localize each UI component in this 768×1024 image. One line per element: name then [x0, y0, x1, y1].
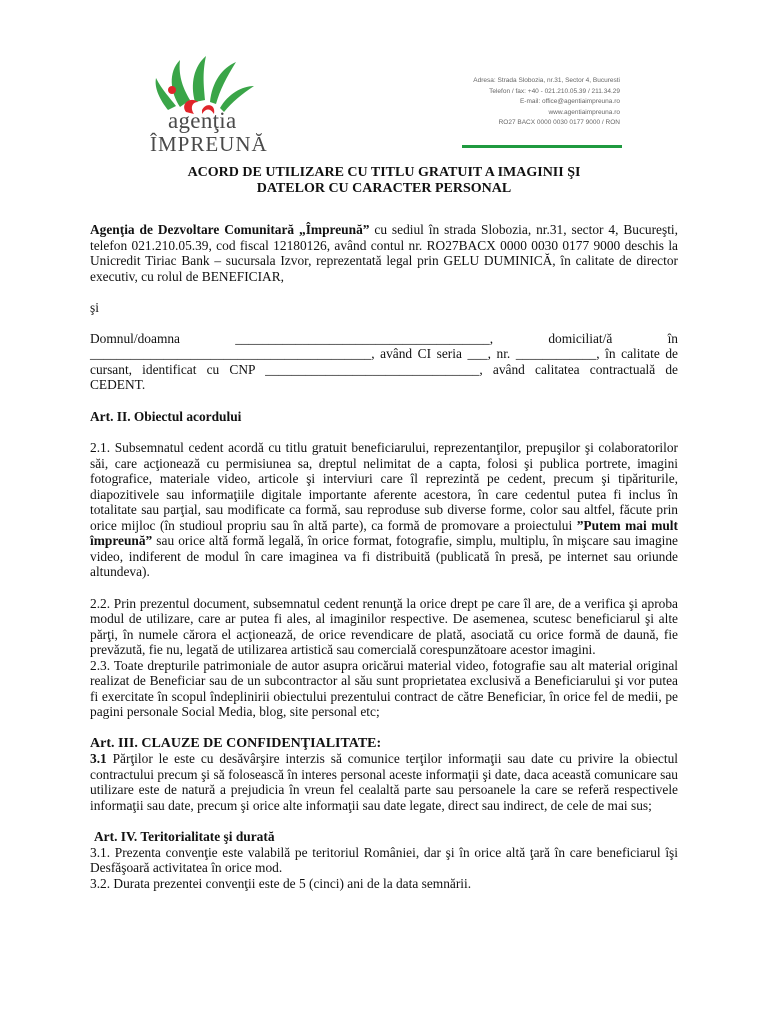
art3-number: 3.1 — [90, 751, 107, 766]
intro-paragraph — [90, 222, 678, 284]
title-line-2: DATELOR CU CARACTER PERSONAL — [256, 181, 512, 196]
header-divider — [462, 145, 622, 148]
party-domiciliat: domiciliat/ă — [548, 330, 613, 346]
contact-email: E-mail: office@agentiaimpreuna.ro — [519, 98, 620, 105]
art2-p1-text-end: sau orice altă formă legală, în orice format, fotografie, simplu, multiplu, în mişcare sau imagine video, indiferent de modul în care imaginea va fi distribuită (publicată în presă, pe internet sau oriunde altundeva). — [90, 533, 678, 579]
art3-text: Părţilor le este cu desăvârşire interzis să comunice terţilor informaţii sau date cu privire la obiectul contractului precum şi să folosească în interes personal aceste informaţii şi date, daca această comunicare sau utilizare este de natură a prejudicia în vreun fel cealaltă parte sau persoanele la care se referă respectivele informaţii sau date, precum şi orice alte informaţii sau date legate, direct sau indirect, de cele de mai sus; — [90, 751, 678, 813]
logo-text-impreuna: ÎMPREUNĂ — [150, 132, 268, 156]
beneficiary-name: Agenţia de Dezvoltare Comunitară „Împreună” — [90, 222, 370, 237]
contact-bank-account: RO27 BACX 0000 0030 0177 9000 / RON — [498, 119, 620, 126]
document-body — [90, 222, 678, 891]
art2-paragraph-3: 2.3. Toate drepturile patrimoniale de autor asupra oricărui material video, fotografie sau alt material original realizat de Beneficiar sau de un subcontractor al său sunt proprietatea exclusivă a Beneficiarului şi vor putea fi exercitate în scopul îndeplinirii obiectului prezentului contract de către Beneficiar, în orice fel de medii, pe pagini personale Social Media, blog, site personal etc; — [90, 657, 678, 719]
art4-heading: Art. IV. Teritorialitate şi durată — [94, 829, 275, 844]
art3-heading: Art. III. CLAUZE DE CONFIDENŢIALITATE: — [90, 735, 382, 751]
art3-paragraph — [90, 751, 678, 813]
logo-text-agentia: agenţia — [168, 108, 237, 133]
conjunction-si: şi — [90, 300, 99, 315]
art2-paragraph-1 — [90, 440, 678, 580]
art2-paragraph-2: 2.2. Prin prezentul document, subsemnatul cedent renunţă la orice drept pe care îl are, de a verifica şi aproba modul de utilizare, care ar putea fi ales, al imaginilor respective. De asemenea, scutesc beneficiarul şi alte părţi, în numele cărora el acţionează, de orice revendicare de plată, asociată cu orice formă de daună, fie prevăzută, fie nu, legată de utilizarea artistică sau comercială corespunzătoare acestor imagini. — [90, 595, 678, 657]
art2-p1-text: 2.1. Subsemnatul cedent acordă cu titlu gratuit beneficiarului, reprezentanţilor, prepuşilor şi colaboratorilor săi, care acţionează cu permisiunea sa, dreptul nelimitat de a capta, folosi şi publica portrete, imagini fotografice, materiale video, articole şi interviuri care îl reprezintă pe cedent, precum şi tipăriturile, diapozitivele sau informaţiile digitale importante aferente acestora, în care cedentul putea fi inclus în totalitate sau parţial, sau modificate ca formă, sau reproduse sub diverse forme, color sau altfel, făcute prin orice mijloc (în studioul propriu sau în altă parte), ca formă de promovare a proiectului — [90, 440, 678, 533]
contact-phone: Telefon / fax: +40 - 021.210.05.39 / 211.34.29 — [489, 87, 620, 95]
project-name: ”Putem mai mult împreună” — [90, 517, 678, 548]
document-title — [90, 165, 678, 197]
party-label: Domnul/doamna — [90, 330, 181, 346]
party-name-blank: ______________________________________, — [235, 330, 494, 346]
contact-address: Adresa: Strada Slobozia, nr.31, Sector 4, Bucuresti — [473, 77, 620, 84]
art4-paragraph-1: 3.1. Prezenta convenţie este valabilă pe teritoriul României, dar şi în orice altă ţară în care beneficiarul îşi Desfăşoară activitatea în orice mod. — [90, 844, 678, 875]
art2-heading: Art. II. Obiectul acordului — [90, 408, 242, 424]
contact-block — [473, 76, 620, 129]
party-details: __________________________________________, având CI seria ___, nr. ____________, în calitate de cursant, identificat cu CNP ________________________________, având calitatea contractuală de CEDENT. — [90, 346, 678, 392]
intro-text: cu sediul în strada Slobozia, nr.31, sector 4, Bucureşti, telefon 021.210.05.39, cod fiscal 12180126, având contul nr. RO27BACX 0000 0030 0177 9000 deschis la Unicredit Tiriac Bank – sucursala Izvor, reprezentată legal prin GELU DUMINICĂ, în calitate de director executiv, cu rolul de BENEFICIAR, — [90, 222, 678, 284]
party-in: în — [667, 330, 678, 346]
title-line-1: ACORD DE UTILIZARE CU TITLU GRATUIT A IMAGINII ŞI — [187, 165, 581, 180]
art4-paragraph-2: 3.2. Durata prezentei convenţii este de 5 (cinci) ani de la data semnării. — [90, 875, 472, 891]
contact-website: www.agentiaimpreuna.ro — [548, 108, 620, 116]
party-line-1 — [90, 331, 678, 347]
